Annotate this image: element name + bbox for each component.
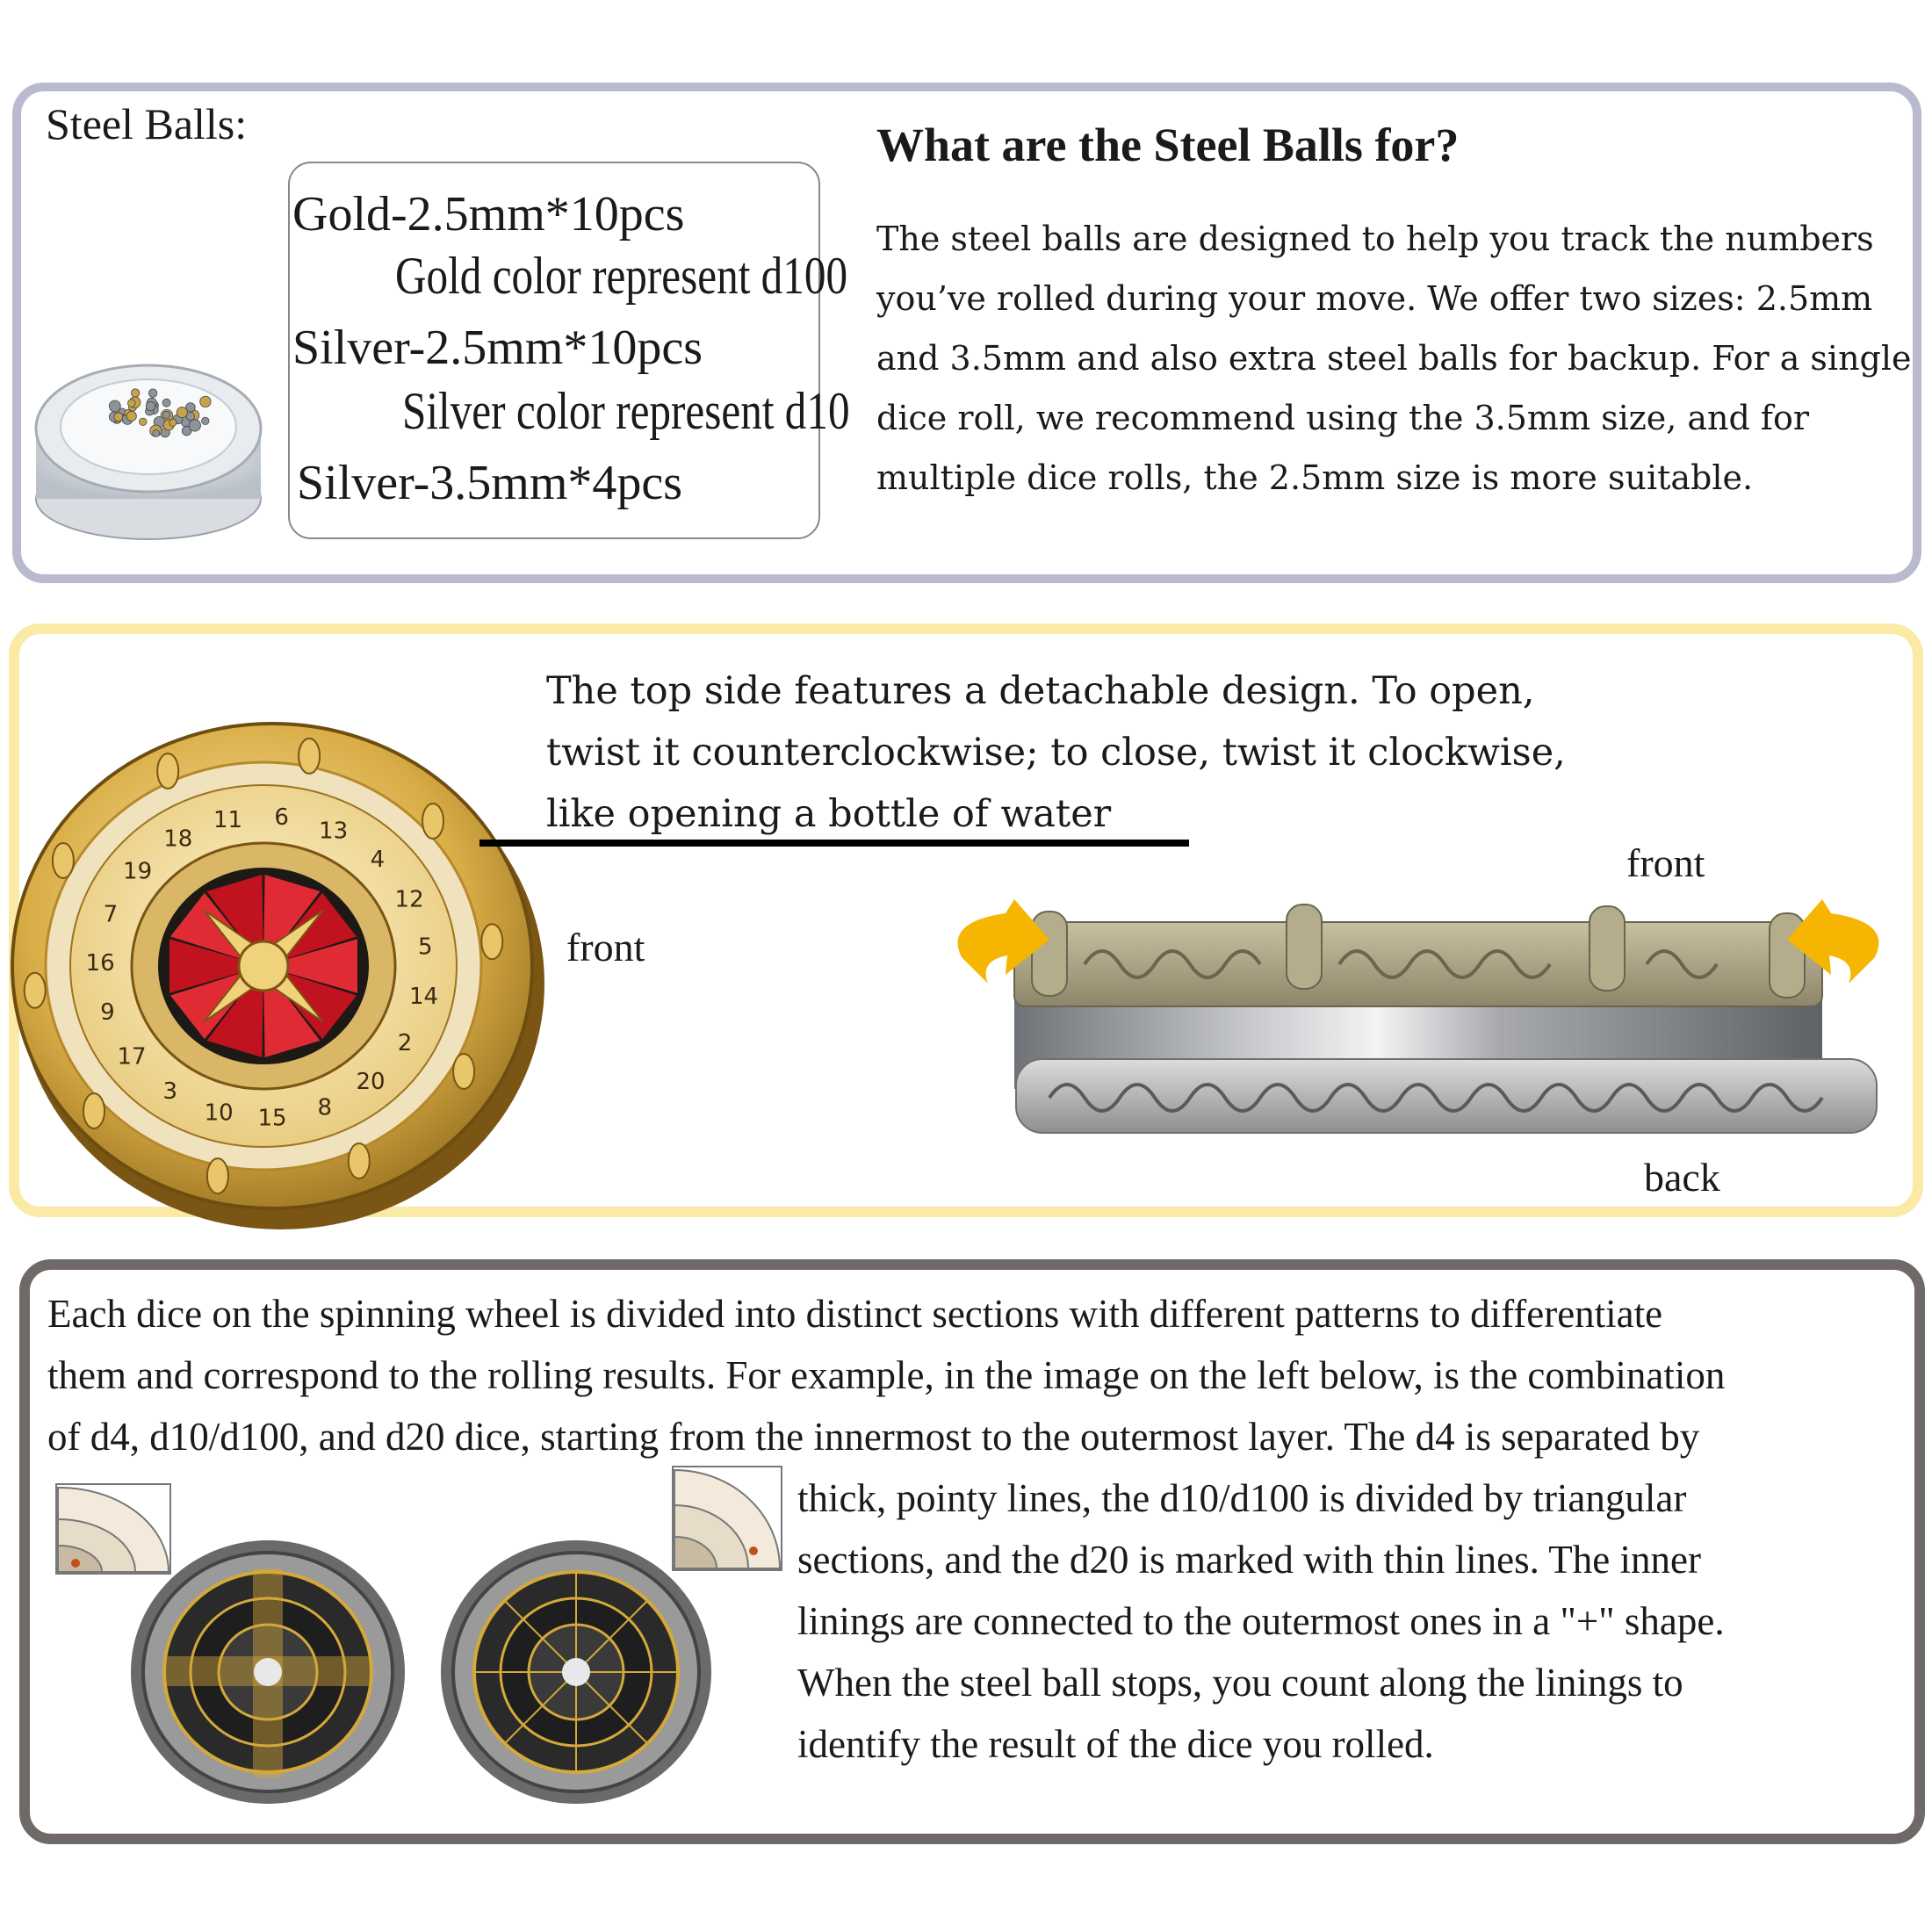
steel-balls-heading: Steel Balls:	[46, 99, 248, 148]
dial-number: 7	[103, 901, 119, 928]
front-label-left: front	[566, 925, 645, 970]
dial-number: 2	[397, 1030, 413, 1057]
back-label: back	[1644, 1155, 1720, 1200]
dial-number: 11	[213, 807, 243, 834]
detachable-line: The top side features a detachable design. To open,	[546, 669, 1535, 713]
dice-text-line: of d4, d10/d100, and d20 dice, starting from the innermost to the outermost layer. The d4 is separated by	[47, 1415, 1700, 1459]
steel-ball	[162, 399, 170, 407]
dial-number: 6	[274, 804, 289, 832]
steel-ball	[200, 396, 211, 407]
dial-spike	[349, 1143, 370, 1179]
silver-dial-left-image	[128, 1537, 407, 1807]
dial-spike	[453, 1054, 474, 1089]
dial-number: 14	[408, 984, 439, 1011]
dice-text-line: thick, pointy lines, the d10/d100 is divided by triangular	[797, 1476, 1687, 1520]
dice-text-line: sections, and the d20 is marked with thin lines. The inner	[797, 1538, 1701, 1582]
description-line: you’ve rolled during your move. We offer two sizes: 2.5mm	[876, 279, 1873, 318]
ring-side-view-image	[953, 887, 1884, 1159]
dial-spike	[422, 804, 443, 839]
dial-spike	[207, 1158, 228, 1193]
steel-ball	[163, 411, 170, 418]
dial-number: 16	[85, 950, 115, 977]
steel-ball	[148, 389, 157, 398]
silver-dial-right-image	[439, 1537, 713, 1807]
steel-ball	[140, 418, 147, 425]
steel-ball	[153, 429, 160, 436]
dial-number: 18	[163, 825, 193, 853]
dial-spike	[53, 843, 74, 878]
dice-text-line: When the steel ball stops, you count along the linings to	[797, 1661, 1683, 1705]
dial-spike	[481, 924, 502, 959]
dial-number: 12	[394, 886, 424, 913]
steel-ball	[114, 413, 123, 422]
steel-ball	[131, 389, 139, 397]
dial-spike	[83, 1093, 105, 1128]
dice-text-line: Each dice on the spinning wheel is divided into distinct sections with different patterns to differentiate	[47, 1292, 1663, 1336]
description-line: and 3.5mm and also extra steel balls for backup. For a single	[876, 339, 1912, 378]
dial-number: 10	[204, 1099, 234, 1127]
pointer-line	[479, 840, 1189, 847]
dial-number: 13	[319, 818, 349, 845]
dial-number: 20	[356, 1068, 386, 1095]
dice-text-line: them and correspond to the rolling results. For example, in the image on the left below, is the combination	[47, 1353, 1726, 1397]
steel-balls-question: What are the Steel Balls for?	[876, 119, 1460, 171]
detachable-line: twist it counterclockwise; to close, twist it clockwise,	[546, 731, 1566, 775]
dial-spike	[157, 753, 178, 789]
steel-ball	[169, 419, 177, 426]
description-line: multiple dice rolls, the 2.5mm size is more suitable.	[876, 458, 1754, 497]
steel-ball	[202, 417, 209, 424]
silver-balls-label: Silver-2.5mm*10pcs	[292, 321, 703, 375]
steel-balls-container-image	[30, 332, 267, 551]
description-line: The steel balls are designed to help you track the numbers	[876, 220, 1874, 258]
gold-balls-note: Gold color represent d100	[395, 247, 848, 305]
dial-number: 3	[162, 1078, 178, 1106]
dial-spike	[25, 973, 46, 1008]
dice-text-line: identify the result of the dice you rolled.	[797, 1722, 1434, 1766]
description-line: dice roll, we recommend using the 3.5mm size, and for	[876, 399, 1810, 437]
steel-ball	[109, 400, 120, 412]
steel-ball	[186, 412, 194, 420]
steel-ball	[128, 400, 136, 407]
dial-number: 5	[418, 934, 433, 961]
detachable-line: like opening a bottle of water	[546, 792, 1112, 836]
dial-number: 8	[317, 1094, 333, 1121]
silver-large-balls-label: Silver-3.5mm*4pcs	[297, 456, 683, 510]
steel-ball	[177, 407, 187, 418]
gold-dice-dial-image	[0, 703, 562, 1238]
steel-ball	[126, 411, 136, 421]
dial-number: 17	[117, 1043, 147, 1071]
dial-number: 9	[100, 999, 115, 1027]
dial-spike	[299, 739, 320, 774]
dial-number: 19	[123, 858, 153, 885]
dial-number: 15	[257, 1105, 287, 1132]
silver-balls-note: Silver color represent d10	[402, 382, 850, 440]
steel-ball	[146, 401, 155, 410]
dice-text-line: linings are connected to the outermost ones in a "+" shape.	[797, 1599, 1725, 1643]
gold-balls-label: Gold-2.5mm*10pcs	[292, 187, 685, 242]
dial-number: 4	[370, 846, 386, 873]
front-label-right: front	[1626, 840, 1705, 885]
steel-ball	[189, 420, 200, 431]
